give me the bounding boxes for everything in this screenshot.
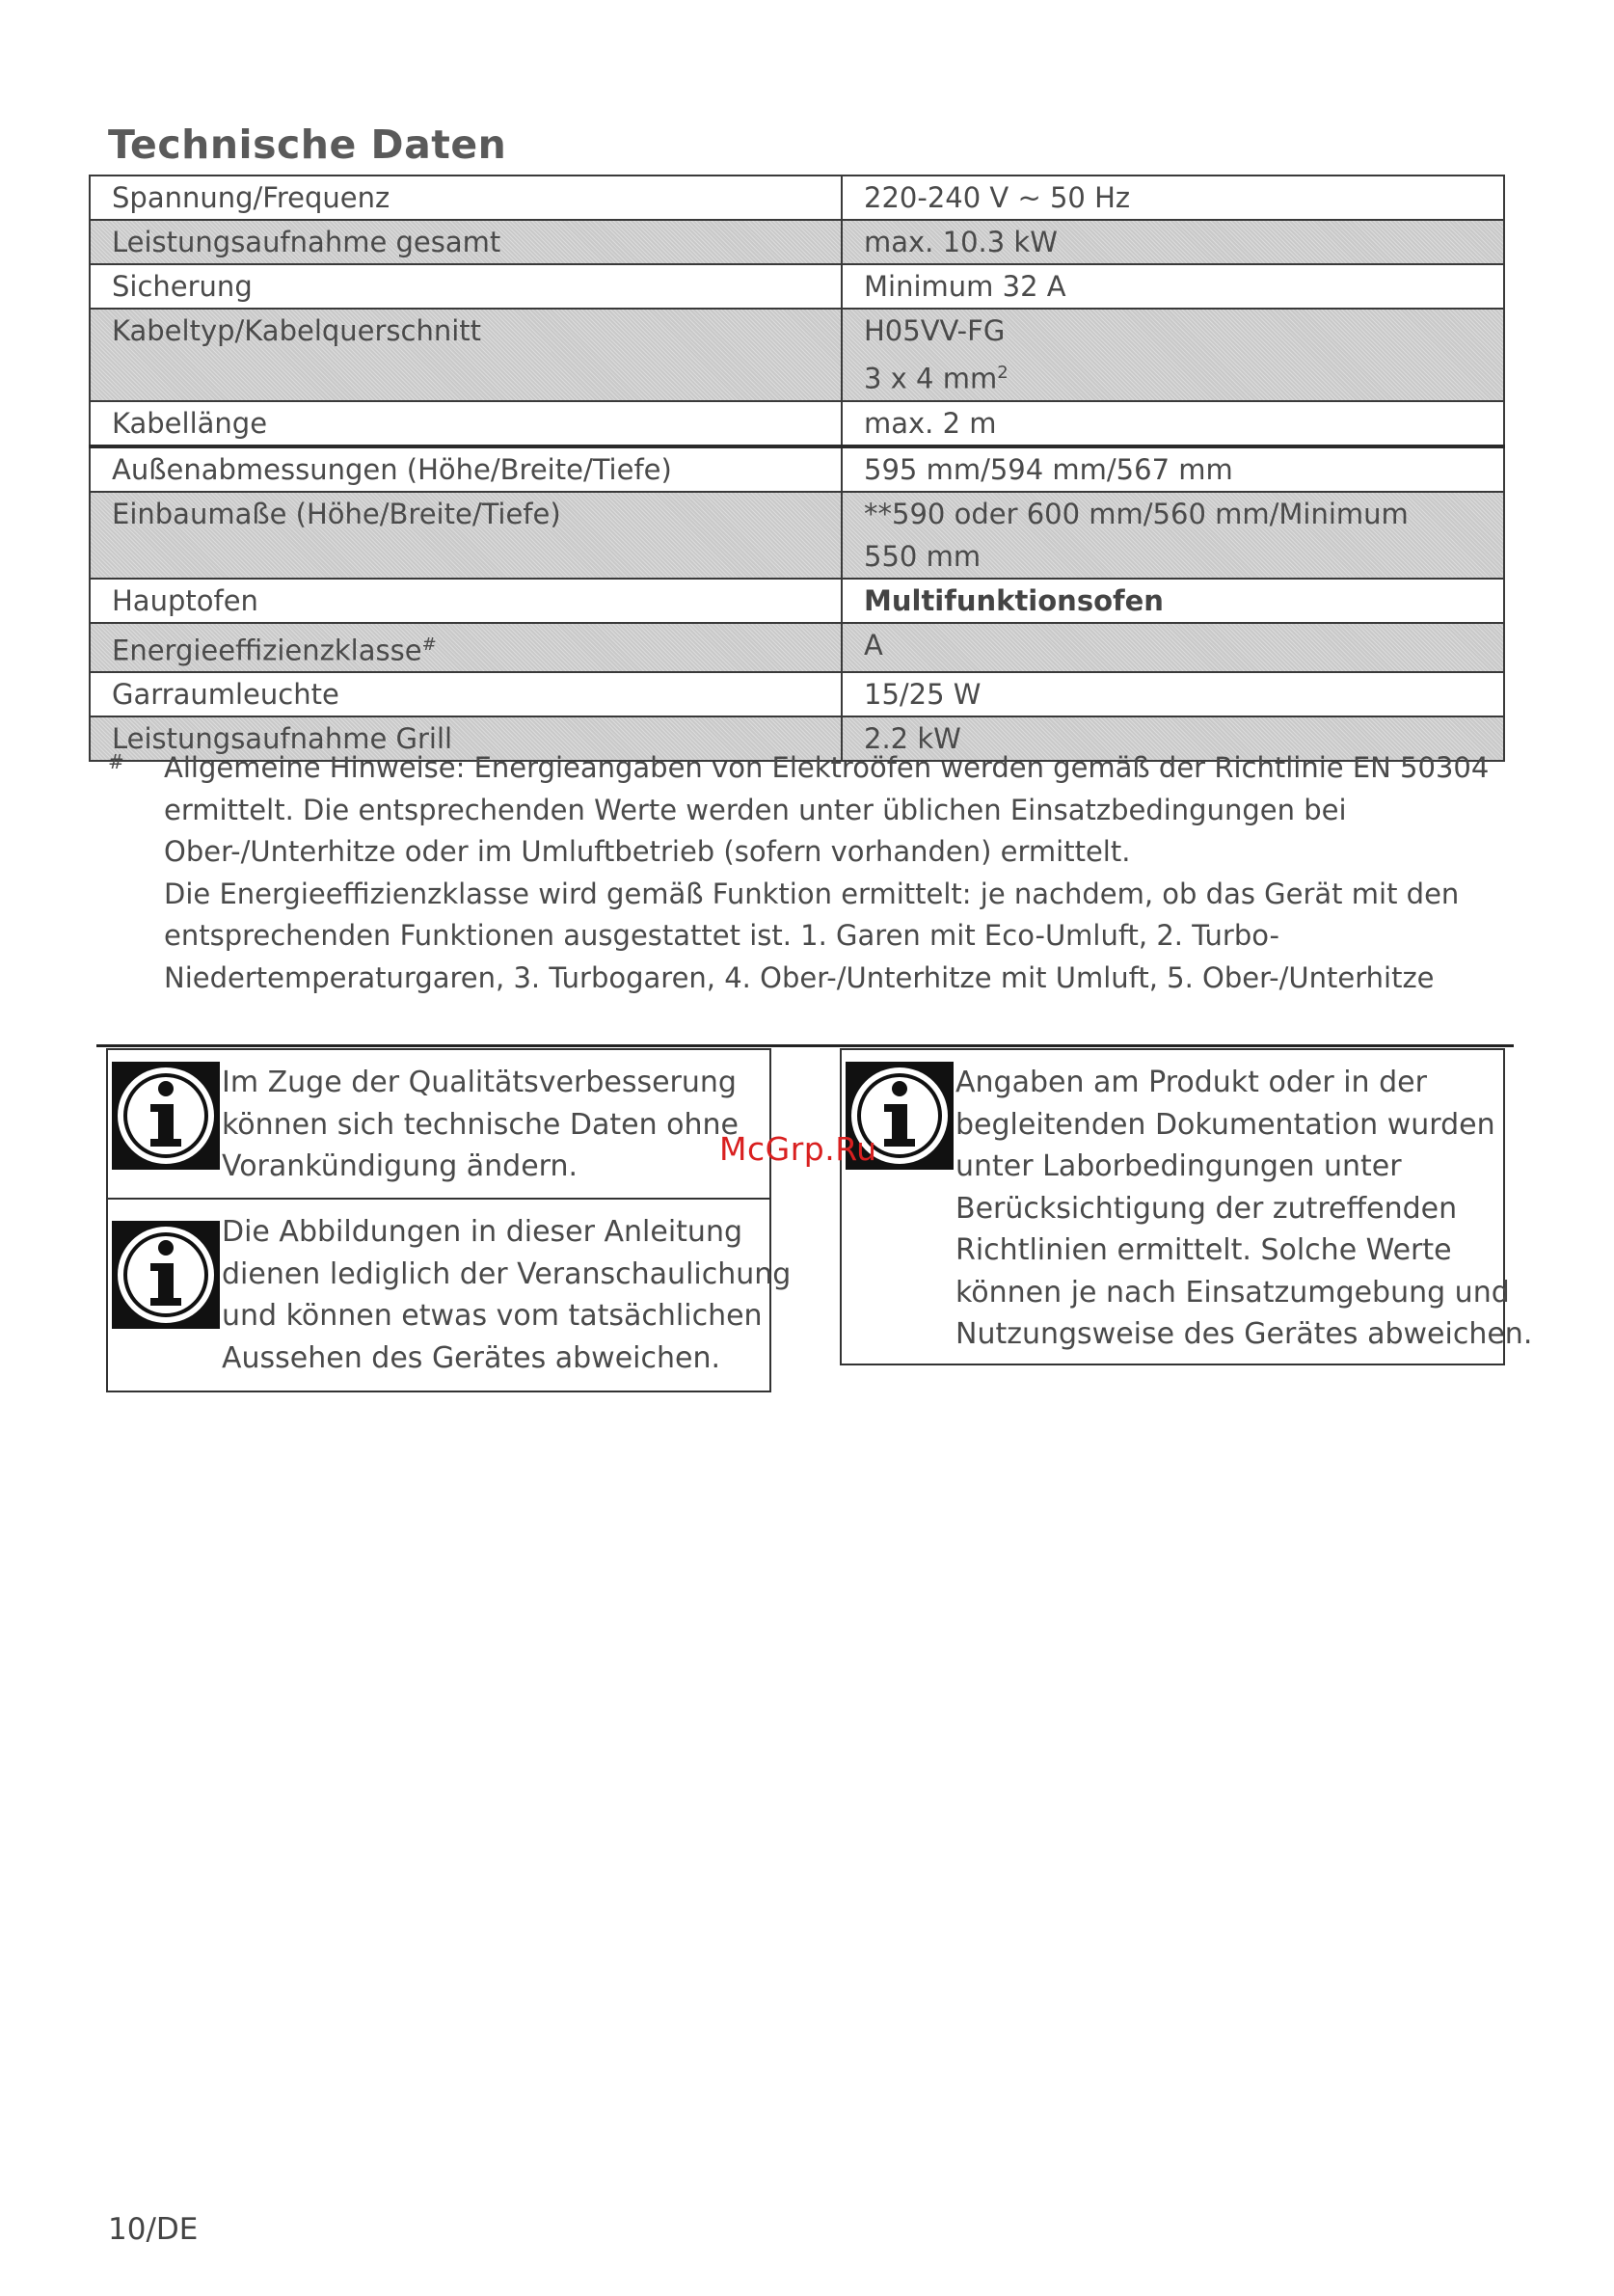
info-note-text (222, 1211, 791, 1379)
info-note-text (955, 1062, 1532, 1356)
spec-value: 220-240 V ~ 50 Hz (842, 176, 1504, 220)
note-line: begleitenden Dokumentation wurden (955, 1107, 1495, 1142)
spec-label: Leistungsaufnahme gesamt (90, 220, 842, 264)
table-row (90, 401, 1504, 446)
spec-value: 15/25 W (842, 672, 1504, 716)
superscript: 2 (997, 363, 1009, 383)
info-note-illustrations (106, 1198, 792, 1392)
spec-label: Kabellänge (90, 401, 842, 446)
table-row (90, 492, 1504, 579)
spec-label: Garraumleuchte (90, 672, 842, 716)
table-row (90, 264, 1504, 309)
spec-value: 2.2 kW (842, 716, 1504, 761)
table-row (90, 220, 1504, 264)
page-number: 10/DE (108, 2212, 199, 2247)
info-icon (112, 1062, 220, 1170)
spec-label: Leistungsaufnahme Grill (90, 716, 842, 761)
spec-label: Spannung/Frequenz (90, 176, 842, 220)
spec-label: Sicherung (90, 264, 842, 309)
spec-label (90, 623, 842, 673)
spec-value (842, 309, 1504, 401)
table-row (90, 176, 1504, 220)
table-row (90, 672, 1504, 716)
page-title: Technische Daten (108, 122, 507, 168)
footnote-paragraph: Allgemeine Hinweise: Energieangaben von Elektroöfen werden gemäß der Richtlinie EN 50304 ermittelt. Die entsprechenden Werte werden unter üblichen Einsatzbedingungen bei Ober-/Unterhitze oder im Umluftbetrieb (sofern vorhanden) ermittelt. (164, 751, 1490, 868)
specs-table (89, 175, 1505, 762)
spec-value: 595 mm/594 mm/567 mm (842, 446, 1504, 492)
table-row (90, 309, 1504, 401)
info-note-lab-conditions (840, 1048, 1533, 1365)
spec-value-text: 3 x 4 mm (864, 362, 998, 395)
table-row (90, 623, 1504, 673)
superscript: # (421, 634, 437, 655)
footnote-paragraph: Die Energieeffizienzklasse wird gemäß Funktion ermittelt: je nachdem, ob das Gerät mit den entsprechenden Funktionen ausgestattet ist. 1. Garen mit Eco-Umluft, 2. Turbo-Niedertemperaturgaren, 3. Turbogaren, 4. Ober-/Unterhitze mit Umluft, 5. Ober-/Unterhitze (164, 877, 1460, 994)
note-line: Angaben am Produkt oder in der (955, 1066, 1427, 1099)
footnote-mark: # (108, 750, 124, 773)
note-line: Nutzungsweise des Gerätes abweichen. (955, 1317, 1533, 1351)
watermark: McGrp.Ru (719, 1130, 877, 1168)
note-line: Aussehen des Gerätes abweichen. (222, 1340, 721, 1375)
spec-value-line: 550 mm (864, 539, 982, 573)
spec-value: Multifunktionsofen (842, 579, 1504, 623)
info-note-text (222, 1062, 739, 1188)
spec-value-line: **590 oder 600 mm/560 mm/Minimum (864, 497, 1409, 530)
spec-value (842, 492, 1504, 579)
spec-label-text: Energieeffizienzklasse (112, 634, 422, 667)
note-line: und können etwas vom tatsächlichen (222, 1299, 763, 1333)
note-line: Vorankündigung ändern. (222, 1149, 578, 1183)
info-icon (112, 1221, 220, 1329)
note-line: unter Laborbedingungen unter (955, 1149, 1402, 1183)
table-row (90, 579, 1504, 623)
spec-value: A (842, 623, 1504, 673)
table-row (90, 446, 1504, 492)
spec-value-line (864, 352, 1482, 400)
info-note-quality (106, 1048, 771, 1202)
note-line: Richtlinien ermittelt. Solche Werte (955, 1233, 1452, 1267)
spec-value: max. 2 m (842, 401, 1504, 446)
spec-label: Hauptofen (90, 579, 842, 623)
spec-label: Kabeltyp/Kabelquerschnitt (90, 309, 842, 401)
spec-value-line: H05VV-FG (864, 314, 1006, 347)
note-line: Im Zuge der Qualitätsverbesserung (222, 1066, 737, 1099)
note-line: dienen lediglich der Veranschaulichung (222, 1256, 792, 1291)
spec-label: Einbaumaße (Höhe/Breite/Tiefe) (90, 492, 842, 579)
spec-value: max. 10.3 kW (842, 220, 1504, 264)
note-line: können je nach Einsatzumgebung und (955, 1275, 1510, 1310)
note-line: Die Abbildungen in dieser Anleitung (222, 1215, 742, 1249)
note-line: können sich technische Daten ohne (222, 1107, 740, 1142)
spec-label: Außenabmessungen (Höhe/Breite/Tiefe) (90, 446, 842, 492)
note-line: Berücksichtigung der zutreffenden (955, 1191, 1458, 1226)
footnote (108, 747, 1496, 999)
section-divider (96, 1044, 1514, 1047)
spec-value: Minimum 32 A (842, 264, 1504, 309)
